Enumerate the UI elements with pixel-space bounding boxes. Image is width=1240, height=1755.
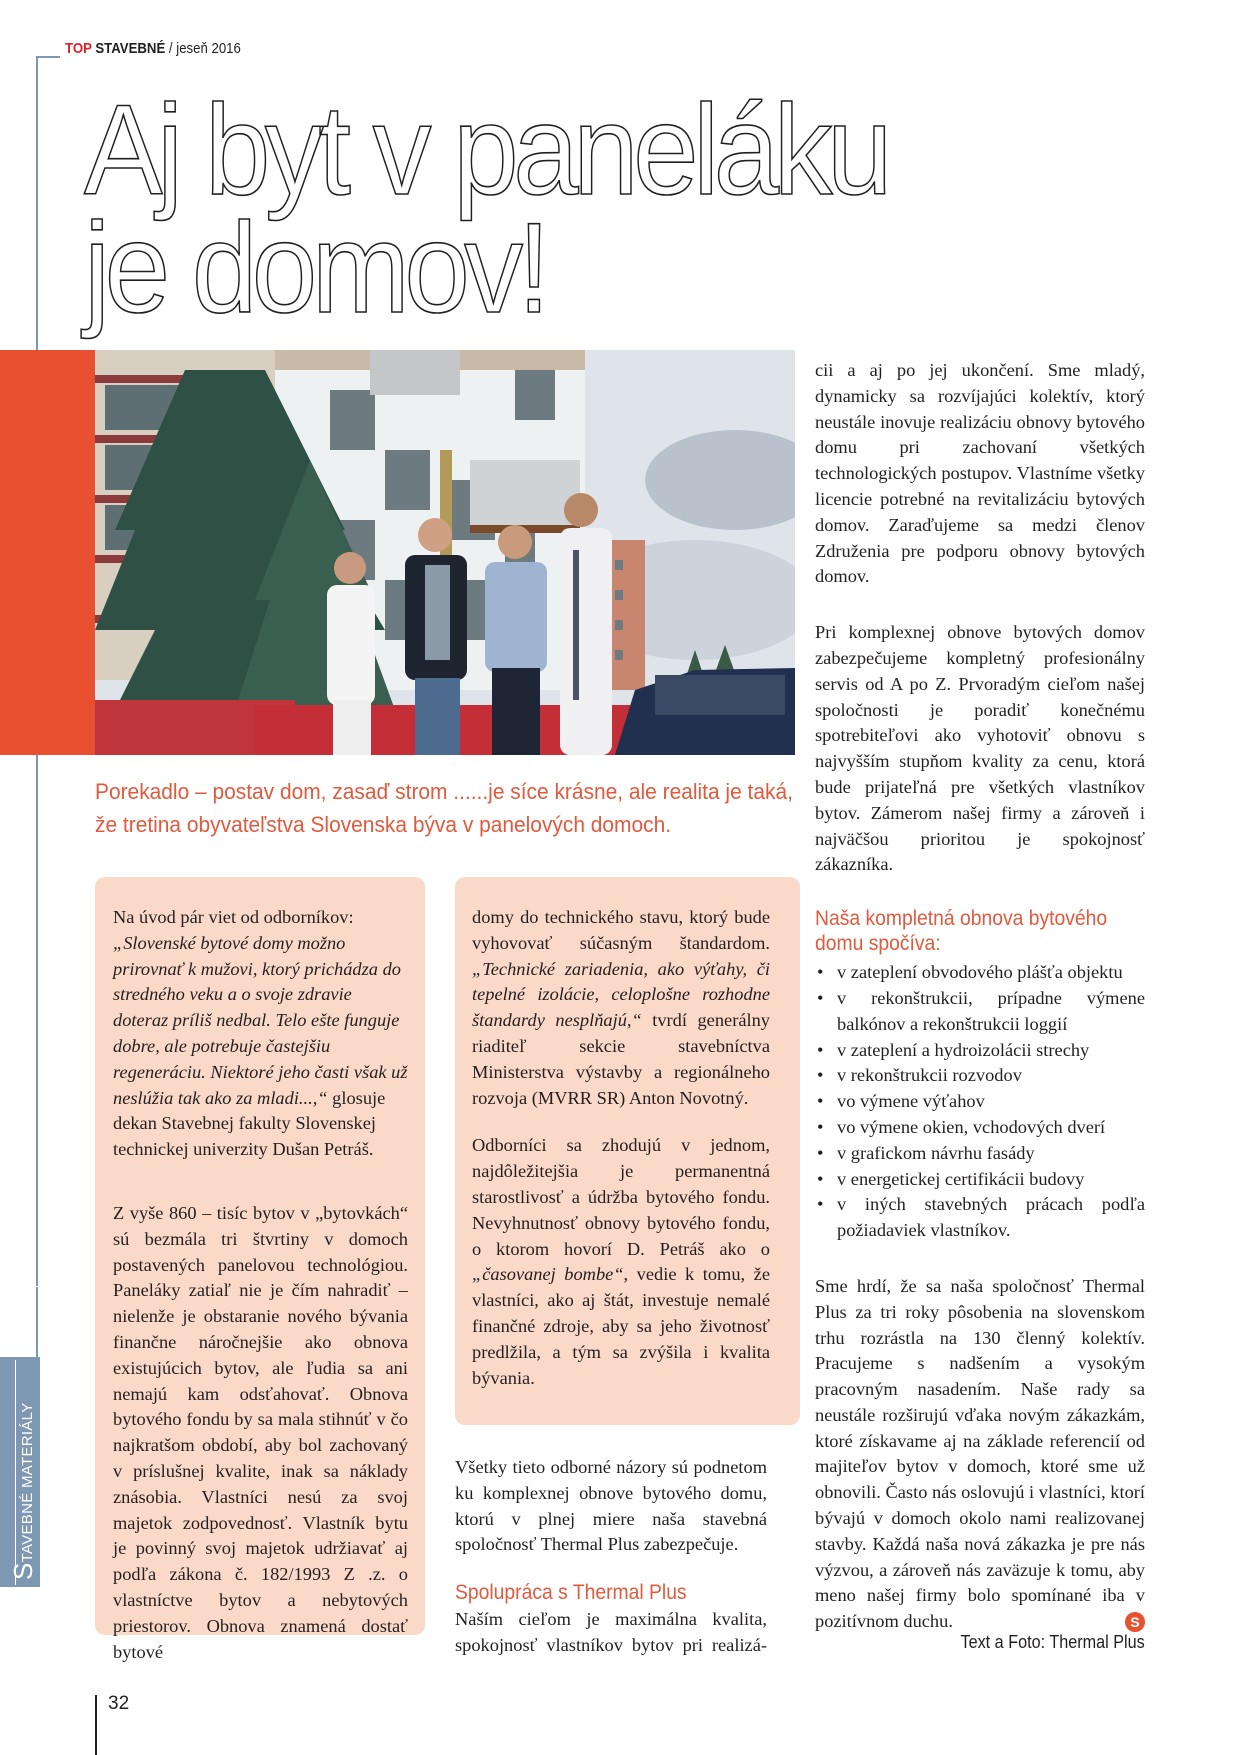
column-1 (113, 905, 408, 1687)
services-list-item: • v zateplení a hydroizolácii strechy (815, 1038, 1145, 1064)
col2-quote: „Technické zariadenia, ako výťahy, či tepelné izolácie, celoplošne rozhodne štandardy nesplňajú,“ (472, 958, 770, 1031)
services-list-item: • v grafickom návrhu fasády (815, 1141, 1145, 1167)
col2-p2-quote: „časovanej bombe“ (472, 1264, 624, 1285)
col3-paragraph-3 (815, 1274, 1145, 1635)
header-top: TOP (65, 40, 92, 57)
col3-p3-text: Sme hrdí, že sa naša spoločnosť Thermal Plus za tri roky pôsobenia na slovenskom trhu rozrástla na 130 členný kolektív. Pracujeme s nadšením a vysokým pracovným nasadením. Naše rady sa neustále rozširujú vďaka novým zákazkám, ktoré získavame aj na základe referencií od majiteľov bytov v domoch, ktoré sme už obnovili. Často nás oslovujú i vlastníci, ktorí bývajú v domoch okolo nami realizovanej stavby. Každá naša nová zákazka je pre nás výzvou, a zároveň nás zaväzuje k tomu, aby meno našej firmy bolo spomínané iba v pozitívnom duchu. (815, 1275, 1145, 1632)
col3-subheading: Naša kompletná obnova bytového domu spočíva: (815, 907, 1108, 956)
services-list-item: • v energetickej certifikácii budovy (815, 1167, 1145, 1193)
column-2-continued (455, 1455, 767, 1681)
col2-paragraph-4: Naším cieľom je maximálna kvalita, spokojnosť vlastníkov bytov pri realizá- (455, 1609, 767, 1655)
col2-paragraph-1 (472, 905, 770, 1111)
title-line-2: je domov! (84, 197, 545, 340)
col2-paragraph-2 (472, 1133, 770, 1391)
section-label-rest: TAVEBNÉ MATERIÁLY (19, 1402, 36, 1563)
photo-illustration (95, 350, 795, 755)
section-label (8, 1402, 39, 1580)
col2-p2-start: Odborníci sa zhodujú v jednom, najdôležitejšia je permanentná starostlivosť a údržba bytového fondu. Nevyhnutnosť obnovy bytového fondu, o ktorom hovorí D. Petráš ako o (472, 1135, 770, 1259)
services-list-item: • v rekonštrukcii rozvodov (815, 1063, 1145, 1089)
section-label-initial: S (8, 1562, 38, 1580)
col1-paragraph-2: Z vyše 860 – tisíc bytov v „bytovkách“ sú bezmála tri štvrtiny v domoch postavených panelovou technológiou. Paneláky zatiaľ nie je čím nahradiť – nielenže je obstaranie nového bývania finančne náročnejšie ako obnova existujúcich bytov, ale ľudia sa ani nemajú kam odsťahovať. Obnova bytového fondu by sa mala stihnúť v čo najkratšom období, aby bol zachovaný v príslušnej kvalite, inak sa náklady znásobia. Vlastníci nesú za svoj majetok zodpovednosť. Vlastník bytu je povinný svoj majetok udržiavať aj podľa zákona č. 182/1993 Z .z. o vlastníctve bytov a nebytových priestorov. Obnova znamená dostať bytové (113, 1202, 408, 1662)
article-photo (95, 350, 795, 755)
running-header (65, 40, 241, 57)
col3-paragraph-2: Pri komplexnej obnove bytových domov zabezpečujeme kompletný profesionálny servis od A po Z. Prvoradým cieľom našej spoločnosti je poradiť konečnému spotrebiteľovi ako vyhotoviť obnovu s najvyšším stupňom kvality za cenu, ktorá bude prijateľná pre všetkých vlastníkov bytov. Zámerom našej firmy a zároveň i najväčšou prioritou je spokojnosť zákazníka. (815, 622, 1145, 875)
services-list (815, 960, 1145, 1244)
services-list-item: • v rekonštrukcii, prípadne výmene balkónov a rekonštrukcii loggií (815, 986, 1145, 1038)
page-number-rule (95, 1695, 97, 1755)
title-line-1: Aj byt v paneláku (84, 79, 887, 222)
side-tab-connector (36, 1287, 38, 1362)
col2-subheading: Spolupráca s Thermal Plus (455, 1581, 687, 1605)
lead-paragraph: Porekadlo – postav dom, zasaď strom ......je síce krásne, ale realita je taká, že tretina obyvateľstva Slovenska býva v panelových domoch. (95, 779, 793, 837)
col1-intro: Na úvod pár viet od odborníkov: (113, 907, 354, 927)
header-brand: STAVEBNÉ (95, 40, 166, 57)
column-3 (815, 358, 1145, 1657)
orange-accent-block (0, 350, 95, 755)
col2-p1-start: domy do technického stavu, ktorý bude vyhovovať súčasným štandardom. (472, 907, 770, 953)
column-2 (472, 905, 770, 1413)
services-list-item: • vo výmene okien, vchodových dverí (815, 1115, 1145, 1141)
frame-line-top (36, 56, 60, 58)
col1-quote-attribution: glosuje dekan Stavebnej fakulty Slovenskej technickej univerzity Dušan Petráš. (113, 1087, 386, 1160)
page-number: 32 (108, 1693, 130, 1714)
services-list-item: • v iných stavebných prácach podľa požiadaviek vlastníkov. (815, 1192, 1145, 1244)
col1-paragraph-1 (113, 905, 408, 1163)
col1-quote: „Slovenské bytové domy možno prirovnať k mužovi, ktorý prichádza do stredného veku a o svoje zdravie doteraz príliš nedbal. Telo ešte funguje dobre, ale potrebuje častejšiu regeneráciu. Niektoré jeho časti však už neslúžia tak ako za mladi...,“ (113, 932, 408, 1108)
col3-paragraph-1: cii a aj po jej ukončení. Sme mladý, dynamicky sa rozvíjajúci kolektív, ktorý neustále inovuje realizáciu obnovy bytového domu pri zachovaní všetkých technologických postupov. Vlastníme všetky licencie potrebné na revitalizáciu bytových domov. Zaraďujeme sa medzi členov Združenia pre podporu obnovy bytových domov. (815, 360, 1145, 587)
photo-credit: Text a Foto: Thermal Plus (960, 1632, 1145, 1652)
header-issue: jeseň 2016 (176, 40, 241, 57)
services-list-item: • vo výmene výťahov (815, 1089, 1145, 1115)
col2-quote-attribution: tvrdí generálny riaditeľ sekcie stavebníctva Ministerstva výstavby a regionálneho rozvoja (MVRR SR) Anton Novotný. (472, 1010, 770, 1108)
col2-paragraph-3: Všetky tieto odborné názory sú podnetom ku komplexnej obnove bytového domu, ktorú v plnej miere naša stavebná spoločnosť Thermal Plus zabezpečuje. (455, 1457, 767, 1555)
article-title (84, 79, 887, 340)
services-list-item: • v zateplení obvodového plášťa objektu (815, 960, 1145, 986)
header-separator: / (165, 40, 177, 57)
end-of-article-icon: S (1125, 1612, 1145, 1632)
col2-p2-rest: , vedie k tomu, že vlastníci, ako aj štát, investuje nemalé finančné zdroje, aby sa jeho životnosť predlžila, a tým sa zvýšila i kvalita bývania. (472, 1264, 770, 1388)
